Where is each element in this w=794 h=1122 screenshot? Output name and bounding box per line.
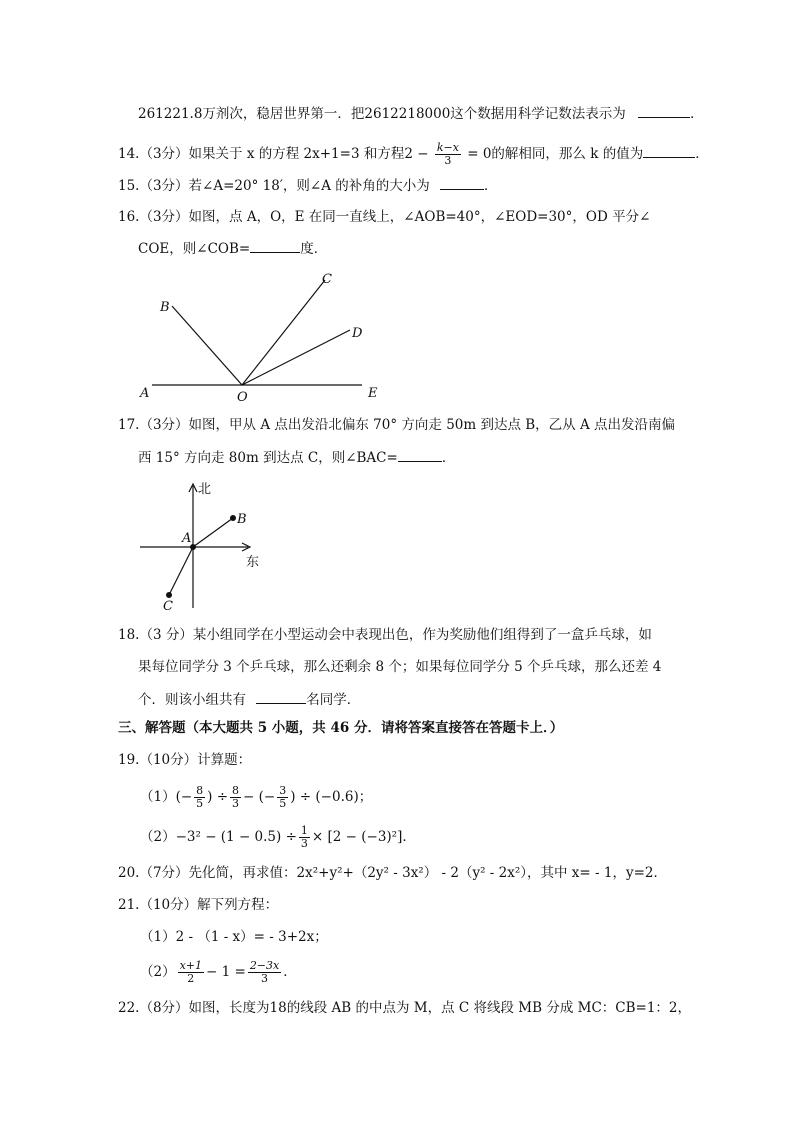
fraction: $\frac{1}{3}$ <box>300 824 308 850</box>
ray-ob <box>172 306 242 385</box>
question-16-line2: COE，则∠COB= 度． <box>138 238 327 259</box>
label-d: D <box>352 326 363 341</box>
question-18-line2: 果每位同学分 3 个乒乓球，那么还剩余 8 个；如果每位同学分 5 个乒乓球，那么还差 4 <box>138 659 662 675</box>
fraction: $\frac{2-3x}{3}$ <box>249 959 280 985</box>
label-a: A <box>140 386 150 401</box>
q13-continuation: 261221.8万剂次，稳居世界第一．把2612218000这个数据用科学记数法表示为 ． <box>138 103 704 124</box>
point-c <box>166 592 172 598</box>
question-20: 20.（7分）先化简，再求值：2x²+y²+（2y² - 3x²） - 2（y² - 2x²），其中 x= - 1，y=2． <box>118 865 667 881</box>
label-c: C <box>322 272 332 287</box>
question-21-part1: （1）2 - （1 - x）= - 3+2x； <box>140 929 328 945</box>
question-18-line1: 18.（3 分）某小组同学在小型运动会中表现出色，作为奖励他们组得到了一盒乒乓球，如 <box>118 627 652 643</box>
label-e: E <box>368 386 378 401</box>
ray-od <box>242 330 350 385</box>
segment-ab <box>193 518 233 547</box>
question-19-part1: （1）(− $\frac{8}{5}$ ) ÷ $\frac{8}{3}$ − (− $\frac{3}{5}$ ) ÷ (−0.6)； <box>140 784 373 810</box>
answer-blank[interactable] <box>250 238 300 253</box>
question-17-line1: 17.（3分）如图，甲从 A 点出发沿北偏东 70° 方向走 50m 到达点 B，乙从 A 点出发沿南偏 <box>118 417 676 433</box>
point-b <box>230 515 236 521</box>
figure-16-angles <box>130 265 390 405</box>
label-c: C <box>163 599 173 613</box>
question-17-line2: 西 15° 方向走 80m 到达点 C，则∠BAC= ． <box>138 447 455 468</box>
question-15: 15.（3分）若∠A=20° 18′，则∠A 的补角的大小为 ． <box>118 175 498 196</box>
answer-blank[interactable] <box>638 103 690 118</box>
question-21: 21.（10分）解下列方程： <box>118 897 279 913</box>
ray-oc <box>242 280 325 385</box>
figure-17-directions <box>130 478 280 613</box>
question-18-line3: 个．则该小组共有 名同学． <box>138 689 360 710</box>
answer-blank[interactable] <box>256 689 306 704</box>
label-b: B <box>237 512 247 527</box>
question-21-part2: （2） $\frac{x+1}{2}$ − 1 = $\frac{2-3x}{3}$ ． <box>140 959 297 985</box>
label-north: 北 <box>198 482 212 497</box>
fraction: $\frac{8}{3}$ <box>232 784 240 810</box>
fraction: $\frac{x+1}{2}$ <box>179 959 203 985</box>
label-o: O <box>237 390 248 405</box>
question-22: 22.（8分）如图，长度为18的线段 AB 的中点为 M，点 C 将线段 MB 分成 MC：CB=1：2， <box>118 1000 692 1016</box>
question-19-part2: （2）−3² − (1 − 0.5) ÷ $\frac{1}{3}$ × [2 − (−3)²]． <box>140 824 416 850</box>
question-16-line1: 16.（3分）如图，点 A，O，E 在同一直线上，∠AOB=40°，∠EOD=30°，OD 平分∠ <box>118 209 651 225</box>
segment-ac <box>169 547 193 595</box>
label-b: B <box>160 300 170 315</box>
answer-blank[interactable] <box>398 447 442 462</box>
fraction: $\frac{3}{5}$ <box>279 784 287 810</box>
answer-blank[interactable] <box>440 175 484 190</box>
question-14: 14.（3分）如果关于 x 的方程 2x+1=3 和方程2 − $\frac{k-x}{3}$ = 0的解相同，那么 k 的值为 ． <box>118 141 709 167</box>
label-a: A <box>182 531 192 546</box>
question-19: 19.（10分）计算题： <box>118 752 252 768</box>
answer-blank[interactable] <box>643 143 695 158</box>
fraction: $\frac{k-x}{3}$ <box>436 141 459 167</box>
section-3-heading: 三、解答题（本大题共 5 小题，共 46 分．请将答案直接答在答题卡上．） <box>118 720 564 736</box>
label-east: 东 <box>246 555 260 570</box>
fraction: $\frac{8}{5}$ <box>196 784 204 810</box>
